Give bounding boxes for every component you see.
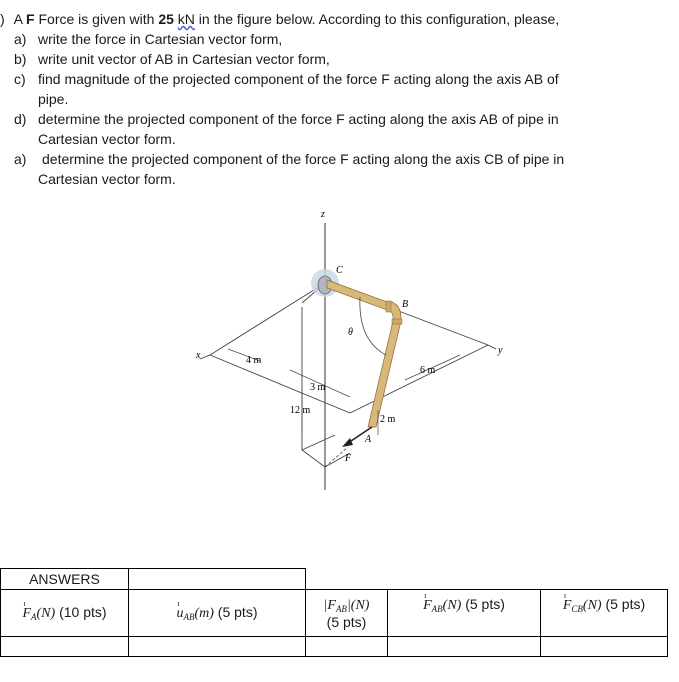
item-d-text: determine the projected component of the force F acting along the axis AB of pipe in: [38, 111, 559, 127]
point-b-label: B: [402, 299, 409, 310]
answer-fa-header: [1, 590, 129, 637]
uab-unit: (m): [194, 606, 214, 621]
answer-uab-cell[interactable]: [129, 637, 306, 657]
item-b-text: write unit vector of AB in Cartesian vector form,: [38, 51, 330, 67]
bottom-line: [302, 435, 335, 450]
answer-fab-mag-cell[interactable]: [306, 637, 388, 657]
force-value: 25: [158, 11, 174, 27]
x-axis-label: x: [196, 350, 201, 361]
point-a-label: A: [365, 434, 372, 445]
answer-uab-header: [129, 590, 306, 637]
fa-symbol: ı F: [22, 599, 32, 621]
fa-sub: A: [31, 612, 37, 622]
theta-label: θ: [348, 327, 353, 338]
item-d-label: d): [14, 111, 27, 127]
answers-header: ANSWERS: [1, 569, 129, 590]
intro-a: A: [13, 11, 27, 27]
intro-rest: in the figure below. According to this configuration, please,: [194, 11, 560, 27]
fab-vec-symbol: ı F: [423, 591, 432, 613]
fab-vec-pts: (5 pts): [461, 596, 505, 612]
intro-middle: Force is given with: [34, 11, 159, 27]
answers-header-blank: [129, 569, 306, 590]
item-c-label: c): [14, 71, 26, 87]
question-prefix: ): [0, 11, 5, 27]
uab-symbol: ı u: [176, 599, 184, 621]
fcb-vec-pts: (5 pts): [601, 596, 646, 612]
fa-unit: (N): [36, 606, 56, 621]
fab-mag-unit: |(N): [346, 598, 370, 613]
answer-fab-vec-cell[interactable]: [388, 637, 541, 657]
answer-fcb-vec-cell[interactable]: [541, 637, 668, 657]
answers-header-empty: [306, 569, 668, 590]
z-axis-label: z: [321, 209, 325, 220]
item-a-label: a): [14, 31, 27, 47]
answers-table: [0, 568, 668, 657]
item-e-label: a): [14, 151, 27, 167]
uab-sub: AB: [183, 612, 195, 622]
coupling-ba: [392, 319, 402, 324]
item-d-cont: Cartesian vector form.: [38, 131, 176, 147]
force-label: F: [345, 453, 352, 464]
fab-vec-sub: AB: [431, 604, 443, 614]
question-intro: [0, 10, 559, 30]
pipe-figure: [190, 195, 520, 505]
item-c-cont: pipe.: [38, 91, 69, 107]
fab-vec-unit: (N): [442, 598, 462, 613]
answer-fab-vec-header: [388, 590, 541, 637]
force-arrowhead: [342, 438, 353, 447]
x-axis: [200, 355, 210, 359]
intro-force-symbol: F: [26, 11, 35, 27]
dim-4m: 4 m: [246, 355, 262, 366]
pipe-ba: [368, 321, 401, 427]
fa-pts: (10 pts): [55, 604, 107, 620]
fab-mag-symbol: |F: [323, 598, 336, 613]
answer-fcb-vec-header: [541, 590, 668, 637]
fcb-vec-unit: (N): [582, 598, 602, 613]
force-unit: kN: [177, 11, 195, 27]
fab-mag-sub: AB: [335, 604, 347, 614]
fcb-vec-symbol: ı F: [562, 591, 572, 613]
coupling-b: [386, 301, 391, 312]
answer-fab-mag-header: [306, 590, 388, 637]
item-c-text: find magnitude of the projected component of the force F acting along the axis AB of: [38, 71, 559, 87]
dim-3m: 3 m: [310, 382, 326, 393]
y-axis: [488, 345, 496, 349]
answer-fa-cell[interactable]: [1, 637, 129, 657]
dim-2m: 2 m: [380, 414, 396, 425]
item-e-text: determine the projected component of the force F acting along the axis CB of pipe in: [42, 151, 565, 167]
fab-mag-pts: (5 pts): [326, 614, 367, 630]
fcb-vec-sub: CB: [571, 604, 583, 614]
point-c-label: C: [336, 265, 343, 276]
dim-12m: 12 m: [290, 405, 311, 416]
item-e-cont: Cartesian vector form.: [38, 171, 176, 187]
uab-pts: (5 pts): [213, 604, 258, 620]
pipe-cb: [327, 280, 390, 311]
item-a-text: write the force in Cartesian vector form,: [38, 31, 283, 47]
dim-6m: 6 m: [420, 365, 436, 376]
item-b-label: b): [14, 51, 27, 67]
y-axis-label: y: [498, 345, 503, 356]
